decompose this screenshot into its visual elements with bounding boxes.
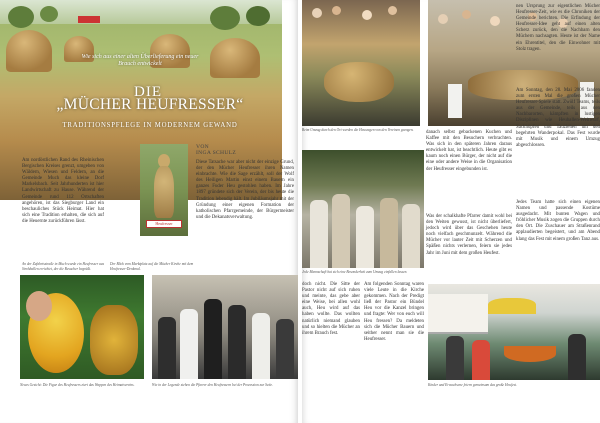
caption-parade: Beim Umzug durch den Ort werden die Heuwagen von den Vereinen gezogen. [302, 128, 414, 132]
right-text-column-3: doch nicht. Die Sitte der Pastor nicht auf sich ruhen und meinte, das gebe aber eine Weise, bei allen wohl auch, Heu wird auf das haben wollte. Das wollten natürlich niemand glauben und so hielten die Mücher an ihrem Brauch fest. [302, 282, 360, 336]
right-text-column-4: Am folgenden Sonntag waren viele Leute in die Kirche gekommen. Nach der Predigt ließ der Pastor ein Bündel Heu vor die Kanzel bringen und fragte: Wer von euch will Heu fressen? Da meldeten sich die Mücher Bauern und seither nennt man sie die Heufresser. [364, 282, 424, 342]
right-text-column-7: Jedes Team hatte sich einen eigenen Namen und passende Kostüme ausgedacht. Mit bunten Wagen und fröhlicher Musik zogen die Gruppen durch den Ort. Die Zuschauer am Straßenrand applaudierten begeistert, und am Abend klang das Fest mit einem großen Tanz aus. [516, 200, 600, 242]
festival-games-photo [428, 284, 600, 380]
parade-hay-wagon-photo [302, 0, 420, 126]
right-text-column-5: nen Ursprung zur eigentlichen Mücher Heufresser-Zeit, wie es die Chroniken der Gemeinde berichten. Die Erfindung der Heufresser-Idee geht auf einen alten Scherz zurück, den die Nachbarn den Müchern nachsagten. Heute ist der Name ein Ehrentitel, den die Einwohner mit Stolz tragen. [516, 4, 600, 52]
right-text-column-2: Was der schalkhafte Pfarrer damit wohl bei den Weiten gewusst, ist nicht überliefert, jedoch wird über das Geschehen heute noch vielfach geschmunzelt. Während die Mücher vor lauter Zeit mit Scherzen und Späßen nichts verlernen, feiern sie jedes Jahr im Juni mit dem großen Heufest. [426, 214, 512, 256]
byline [196, 144, 236, 156]
heufresser-statue-photo [140, 144, 188, 236]
caption-statue: Der Blick vom Marktplatz auf die Mücher Kirche mit dem Heufresser-Denkmal. [110, 262, 194, 271]
right-text-column-6: Am Sonntag, den 28. Mai 2006 fanden zum ersten Mal die großen Mücher Heufresser-Spiele statt. Zwölf Teams, teils aus der Gemeinde, teils aus den Nachbarorten, kämpften in lustigen Disziplinen wie Heuballen-Weitwurf, Sackhüpfen und Tauziehen um den begehrten Wanderpokal. Das Fest wurde mit Musik und einem Umzug abgeschlossen. [516, 88, 600, 148]
right-page [302, 0, 600, 423]
pull-quote: Wie sich aus einer alten Überlieferung ein neuer Brauch entwickelt [81, 54, 199, 68]
caption-priests: Wie in der Legende stehen die Pfarrer den Heufressern bei der Prozession zur Seite. [152, 383, 273, 387]
caption-festival: Kinder und Erwachsene feiern gemeinsam das große Heufest. [428, 383, 517, 387]
headline-subtitle: TRADITIONSPFLEGE IN MODERNEM GEWAND [62, 122, 238, 129]
headline-main: „MÜCHER HEUFRESSER“ [56, 96, 244, 113]
left-text-column-2: Diese Tatsache war aber nicht der einzige Grund, der den Mücher Heufresser ihren Namen einbrachte. Wie die Sage erzählt, soll der Wolf des Heiligen Martin einst einem Bauern ein ganzes Fuder Heu gestohlen haben. Im Jahre 1897 gründete sich der Verein, der bis heute die Tradition lebendig hält. Im Jubiläumsjahr mit der Gründung einer eigenen Formation der katholischen Pfarrgemeinde, der Bürgermeister und die Dekanatsverwaltung. [196, 160, 294, 220]
byline-name: INGA SCHULZ [196, 150, 237, 156]
byline-prefix: VON [196, 144, 210, 150]
caption-hero: An der Zufahrtsstraße in Much wurde ein Heufresser aus Strohballen errichtet, der die Besucher begrüßt. [22, 262, 104, 271]
emblem-photo [20, 275, 144, 379]
left-text-column-1: Am nordöstlichen Rand des Rheinischen Bergischen Kreises grenzt, umgeben von Wäldern, Wiesen und Feldern, an die Gemeinde Much das kleine Dorf Markelsbach. Seit Jahrhunderten ist hier Landwirtschaft zu Hause. Während der Gemeinde rund 112 Ortschaften angehören, ist das Siegburger Land ein beschauliches Stück Heimat. Hier hat sich eine Tradition erhalten, die sich auf die Heuernte zurückführen lässt. [22, 158, 104, 224]
right-text-column-1: danach selbst gebackenen Kuchen und Kaffee mit den Besuchern verbrachten. Was sich in den späteren Jahren daraus entwickelt hat, ist beachtlich. Heute gibt es kaum noch einen Bürger, der nicht auf die eine oder andere Weise in die Organisation der Heufresser eingebunden ist. [426, 130, 512, 172]
costumed-team-photo [302, 150, 424, 268]
left-page [0, 0, 298, 423]
priests-procession-photo [152, 275, 298, 379]
caption-emblem: Neues Gesicht: Die Figur des Heufressers ziert das Wappen des Heimatvereins. [20, 383, 135, 387]
caption-team: Jede Mannschaft hat sich eine Besonderheit zum Umzug einfallen lassen. [302, 270, 408, 274]
headline-die: DIE [134, 84, 162, 100]
statue-sign: Heufresser [146, 220, 182, 228]
